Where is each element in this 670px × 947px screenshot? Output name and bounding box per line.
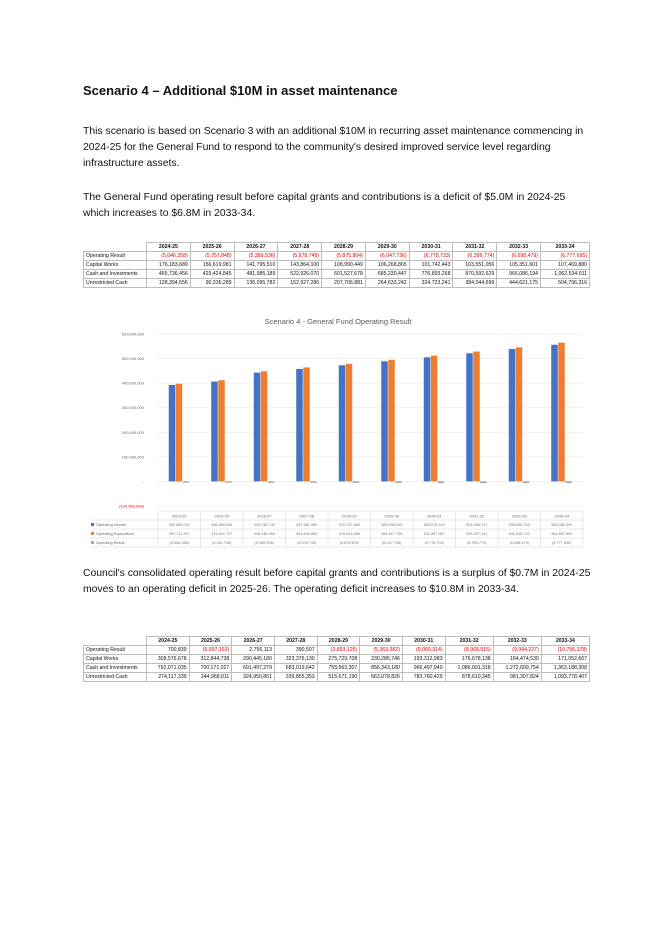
data-label: (6,698,479) (509, 541, 529, 546)
table-cell: 230,286,746 (360, 655, 403, 664)
table-cell: 1,086,001,318 (445, 664, 493, 673)
table-cell: 108,990,449 (322, 261, 366, 270)
table-cell: 981,307,824 (493, 673, 541, 682)
row-label: Cash and Investments (84, 664, 147, 673)
table-cell: 105,351,601 (497, 261, 541, 270)
data-label: 538,848,253 (508, 523, 530, 528)
table-cell: 601,527,678 (322, 270, 366, 279)
y-tick-label: 300,000,000 (121, 405, 144, 411)
table-row (84, 270, 590, 279)
data-label: 463,639,884 (296, 532, 318, 537)
general-fund-table (83, 242, 590, 288)
table-cell: 136,095,782 (234, 279, 278, 288)
legend-label: Operating Income (96, 523, 127, 528)
data-label: (5,678,749) (297, 541, 317, 546)
data-label: 545,528,732 (508, 532, 530, 537)
table-cell: 444,621,175 (497, 279, 541, 288)
data-label: 472,747,884 (338, 523, 360, 528)
data-label: 448,138,266 (253, 532, 275, 537)
row-label: Operating Result (84, 252, 147, 261)
year-header: 2027-28 (278, 243, 322, 252)
table-cell: 156,619,981 (190, 261, 234, 270)
data-label: (5,875,804) (339, 541, 359, 546)
row-label: Cash and Investments (84, 270, 147, 279)
table-cell: 193,312,083 (402, 655, 445, 664)
table-cell: 663,078,826 (360, 673, 403, 682)
year-header: 2031-32 (445, 637, 493, 646)
table-cell: (5,875,804) (322, 252, 366, 261)
legend-label: Operating Expenditure (96, 532, 134, 537)
general-fund-chart (83, 308, 593, 560)
table-cell: 776,893,268 (409, 270, 453, 279)
table-cell: 384,044,699 (453, 279, 497, 288)
table-cell: 101,742,443 (409, 261, 453, 270)
table-cell: 685,230,447 (365, 270, 409, 279)
row-label: Capital Works (84, 261, 147, 270)
row-label: Operating Result (84, 646, 147, 655)
table-cell: 783,760,429 (402, 673, 445, 682)
consolidated-summary: Council's consolidated operating result before capital grants and contributions is a surplus of $0.7M in 2024-25 moves to an operating deficit in 2025-26. The operating deficit increases to $10.8M in 2033-34. (83, 568, 591, 595)
year-header: 2028-29 (322, 243, 366, 252)
bar-operating-expenditure (516, 347, 523, 481)
data-label: 511,857,967 (423, 532, 445, 537)
legend-label: Operating Result (96, 541, 125, 546)
table-cell: (5,757,848) (190, 252, 234, 261)
year-header: 2032-33 (493, 637, 541, 646)
x-category-label: 2033-34 (554, 513, 570, 519)
legend-key (91, 532, 94, 535)
table-cell: 504,796,316 (541, 279, 590, 288)
data-label: (6,999,774) (467, 541, 487, 546)
data-label: (6,777,695) (552, 541, 572, 546)
table-cell: 339,855,353 (274, 673, 317, 682)
table-cell: 107,469,880 (541, 261, 590, 270)
table-row (84, 655, 590, 664)
table-cell: 164,474,530 (493, 655, 541, 664)
x-category-label: 2026-27 (256, 513, 272, 519)
table-cell: 522,926,070 (278, 270, 322, 279)
bar-operating-income (509, 349, 516, 481)
table-cell: 244,968,011 (189, 673, 232, 682)
year-header: 2025-26 (190, 243, 234, 252)
table-row (84, 664, 590, 673)
data-label: 489,036,000 (381, 523, 403, 528)
table-cell: 207,706,881 (322, 279, 366, 288)
data-label: 478,643,688 (338, 532, 360, 537)
table-cell: (5,046,358) (147, 252, 191, 261)
x-category-label: 2025-26 (214, 513, 230, 519)
table-cell: 429,424,845 (190, 270, 234, 279)
data-label: 505,079,244 (423, 523, 445, 528)
year-header: 2025-26 (189, 637, 232, 646)
data-label: 528,537,241 (466, 532, 488, 537)
data-label: 392,664,052 (168, 523, 190, 528)
bar-operating-result (268, 481, 275, 482)
y-tick-label: (100,000,000) (119, 503, 144, 509)
year-header: 2029-30 (365, 243, 409, 252)
table-cell: 700,171,027 (189, 664, 232, 673)
chart-title: Scenario 4 - General Fund Operating Result (264, 317, 412, 326)
bar-operating-result (565, 481, 572, 483)
bar-operating-income (381, 361, 388, 481)
table-cell: 755,563,307 (317, 664, 360, 673)
x-category-label: 2027-28 (299, 513, 315, 519)
table-row (84, 673, 590, 682)
table-cell: (6,778,733) (409, 252, 453, 261)
y-tick-label: - (142, 478, 144, 484)
consolidated-table (83, 636, 590, 682)
table-cell: 465,736,456 (147, 270, 191, 279)
data-label: (6,047,736) (382, 541, 402, 546)
bar-operating-result (310, 481, 317, 482)
table-row (84, 646, 590, 655)
bar-operating-expenditure (261, 371, 268, 481)
x-category-label: 2024-25 (171, 513, 187, 519)
scenario-description: This scenario is based on Scenario 3 with an additional $10M in recurring asset maintenance commencing in 2024-25 for the General Fund to respond to the community's desired improved service level regarding infrastructure assets. (83, 126, 584, 169)
data-label: 411,842,707 (211, 532, 233, 537)
table-row (84, 252, 590, 261)
table-cell: 275,729,708 (317, 655, 360, 664)
table-cell: 176,183,689 (147, 261, 191, 270)
table-cell: 90,336,289 (190, 279, 234, 288)
table-cell: 966,497,940 (402, 664, 445, 673)
table-cell: 141,795,510 (234, 261, 278, 270)
table-cell: 171,052,667 (541, 655, 589, 664)
table-cell: (6,698,479) (497, 252, 541, 261)
table-cell: 1,093,778,407 (541, 673, 589, 682)
data-label: (5,261,748) (212, 541, 232, 546)
table-cell: (9,060,314) (402, 646, 445, 655)
table-cell: 176,678,138 (445, 655, 493, 664)
data-label: 397,711,370 (168, 532, 190, 537)
table-cell: 481,985,189 (234, 270, 278, 279)
table-cell: 128,394,556 (147, 279, 191, 288)
table-cell: 792,071,035 (147, 664, 190, 673)
bar-operating-result (438, 481, 445, 483)
year-header: 2032-33 (497, 243, 541, 252)
year-header: 2031-32 (453, 243, 497, 252)
year-header: 2033-34 (541, 637, 589, 646)
table-cell: 1,272,609,754 (493, 664, 541, 673)
bar-operating-result (353, 481, 360, 482)
header-blank (84, 637, 147, 646)
x-category-label: 2030-31 (426, 513, 442, 519)
table-cell: 683,019,642 (274, 664, 317, 673)
table-cell: 966,086,194 (497, 270, 541, 279)
bar-operating-expenditure (218, 380, 225, 481)
data-label: 494,617,736 (381, 532, 403, 537)
x-category-label: 2029-30 (384, 513, 400, 519)
data-label: (5,046,358) (169, 541, 189, 546)
y-tick-label: 500,000,000 (121, 356, 144, 362)
table-cell: (8,968,915) (445, 646, 493, 655)
bar-operating-result (523, 481, 530, 483)
table-row (84, 261, 590, 270)
year-header: 2027-28 (274, 637, 317, 646)
table-cell: 152,927,286 (278, 279, 322, 288)
data-label: 556,080,309 (551, 523, 573, 528)
bar-operating-income (551, 345, 558, 482)
year-header: 2029-30 (360, 637, 403, 646)
table-cell: 515,671,190 (317, 673, 360, 682)
bar-operating-result (480, 481, 487, 483)
table-cell: 103,551,056 (453, 261, 497, 270)
y-tick-label: 100,000,000 (121, 454, 144, 460)
data-label: 442,748,730 (253, 523, 275, 528)
table-cell: (6,399,774) (453, 252, 497, 261)
table-cell: (6,777,695) (541, 252, 590, 261)
year-header: 2030-31 (409, 243, 453, 252)
year-header: 2024-25 (147, 243, 191, 252)
x-category-label: 2028-29 (341, 513, 357, 519)
bar-operating-expenditure (303, 368, 310, 482)
table-cell: 323,376,130 (274, 655, 317, 664)
year-header: 2033-34 (541, 243, 590, 252)
table-cell: 390,507 (274, 646, 317, 655)
year-header: 2026-27 (232, 637, 275, 646)
table-cell: 274,117,339 (147, 673, 190, 682)
table-cell: 691,497,279 (232, 664, 275, 673)
bar-operating-expenditure (388, 360, 395, 482)
bar-operating-result (395, 481, 402, 482)
year-header: 2024-25 (147, 637, 190, 646)
table-cell: 1,062,534,011 (541, 270, 590, 279)
year-header: 2026-27 (234, 243, 278, 252)
data-label: (6,778,733) (424, 541, 444, 546)
legend-key (91, 541, 94, 544)
table-cell: 856,343,180 (360, 664, 403, 673)
bar-operating-expenditure (346, 364, 353, 482)
general-fund-summary: The General Fund operating result before capital grants and contributions is a deficit of $5.0M in 2024-25 which increases to $6.8M in 2033-34. (83, 192, 566, 219)
data-label: 521,538,217 (466, 523, 488, 528)
y-tick-label: 400,000,000 (121, 380, 144, 386)
bar-operating-income (254, 373, 261, 482)
table-cell: 106,268,865 (365, 261, 409, 270)
x-category-label: 2032-33 (511, 513, 527, 519)
data-label: 406,580,958 (211, 523, 233, 528)
table-cell: (6,047,736) (365, 252, 409, 261)
data-label: 457,961,080 (296, 523, 318, 528)
bar-operating-result (225, 481, 232, 482)
table-cell: 870,592,629 (453, 270, 497, 279)
scenario-heading: Scenario 4 – Additional $10M in asset maintenance (83, 83, 398, 98)
bar-operating-result (183, 481, 190, 482)
y-tick-label: 600,000,000 (121, 331, 144, 337)
table-cell: 324,723,241 (409, 279, 453, 288)
bar-operating-income (296, 369, 303, 482)
table-cell: 264,633,242 (365, 279, 409, 288)
table-cell: (5,363,382) (360, 646, 403, 655)
year-header: 2028-29 (317, 637, 360, 646)
table-cell: 324,950,861 (232, 673, 275, 682)
table-cell: 1,363,188,308 (541, 664, 589, 673)
bar-operating-expenditure (176, 384, 183, 482)
data-label: (5,389,536) (254, 541, 274, 546)
chart-svg (83, 308, 593, 560)
row-label: Capital Works (84, 655, 147, 664)
bar-operating-income (169, 385, 176, 481)
table-cell: 700,839 (147, 646, 190, 655)
table-cell: 143,864,100 (278, 261, 322, 270)
bar-operating-income (424, 357, 431, 481)
table-row (84, 279, 590, 288)
table-cell: 312,844,738 (189, 655, 232, 664)
year-header: 2030-31 (402, 637, 445, 646)
bar-operating-income (211, 382, 218, 482)
x-category-label: 2031-32 (469, 513, 485, 519)
data-label: 564,857,800 (551, 532, 573, 537)
bar-operating-expenditure (431, 356, 438, 482)
row-label: Unrestricted Cash (84, 279, 147, 288)
table-cell: (5,389,536) (234, 252, 278, 261)
table-cell: (10,756,378) (541, 646, 589, 655)
header-blank (84, 243, 147, 252)
bar-operating-income (466, 353, 473, 481)
legend-key (91, 523, 94, 526)
bar-operating-income (339, 365, 346, 481)
table-cell: 308,576,678 (147, 655, 190, 664)
table-cell: (5,678,749) (278, 252, 322, 261)
table-cell: 2,756,113 (232, 646, 275, 655)
row-label: Unrestricted Cash (84, 673, 147, 682)
bar-operating-expenditure (558, 343, 565, 482)
table-cell: 290,445,180 (232, 655, 275, 664)
y-tick-label: 200,000,000 (121, 429, 144, 435)
table-cell: 878,610,345 (445, 673, 493, 682)
table-cell: (9,994,227) (493, 646, 541, 655)
bar-operating-expenditure (473, 352, 480, 482)
table-cell: (3,893,125) (317, 646, 360, 655)
table-cell: (6,697,163) (189, 646, 232, 655)
